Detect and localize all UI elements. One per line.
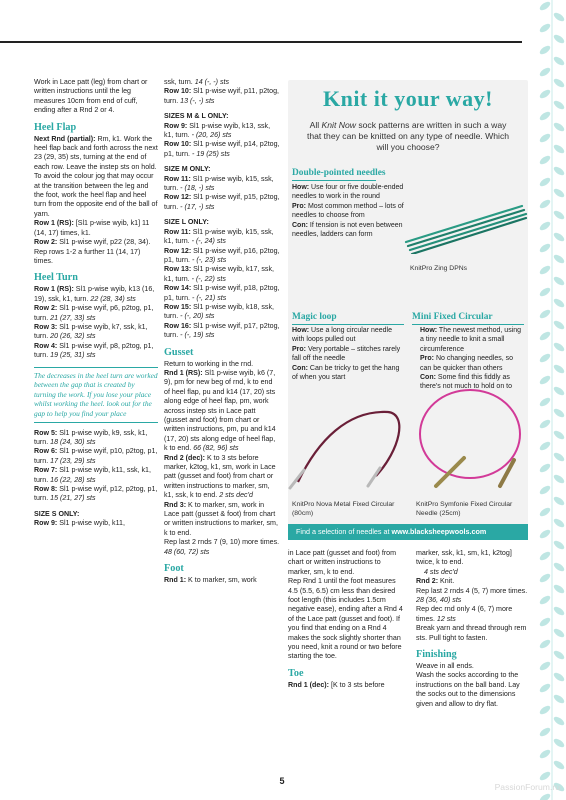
size-l-row-14: Row 14: Sl1 p-wise wyif, p18, p2tog, p1, turn. - (-, 21) sts [164,284,280,302]
leaf-shape [552,759,565,771]
leaf-shape [538,660,551,672]
leaf-shape [552,561,565,573]
leaf-shape [552,55,565,67]
finishing-1: Weave in all ends. [416,662,474,671]
leaf-shape [538,198,551,210]
heel-turn-row-7: Row 7: Sl1 p-wise wyib, k11, ssk, k1, turn. 16 (22, 28) sts [34,466,151,484]
watermark: PassionForum.ru [494,782,560,792]
column-3 [288,549,404,690]
toe-dec-count: 4 sts dec'd [424,567,458,576]
leaf-shape [538,528,551,540]
size-m-row-11: Row 11: Sl1 p-wise wyib, k15, ssk, turn. - (18, -) sts [164,174,274,193]
leaf-shape [552,693,565,705]
size-s-heading: SIZE S ONLY: [34,509,80,518]
leaf-shape [552,341,565,353]
heel-turn-row-5: Row 5: Sl1 p-wise wyib, k9, ssk, k1, turn. 18 (24, 30) sts [34,428,148,446]
finishing-heading: Finishing [416,649,457,661]
leaf-shape [552,319,565,331]
leaf-shape [538,286,551,298]
gusset-repeat: Rep last 2 rnds 7 (9, 10) more times. 48 (60, 72) sts [164,538,280,556]
heel-turn-row-3: Row 3: Sl1 p-wise wyib, k7, ssk, k1, turn. 20 (26, 32) sts [34,322,148,341]
mini-fixed-details: How: The newest method, using a tiny needle to knit a small circumference Pro: No changing needles, so can be quicker than others Con: Some find this fiddly as there's not much to hold on to [420,327,522,391]
leaf-shape [538,704,551,716]
leaf-shape [552,495,565,507]
needles-link[interactable]: www.blacksheepwools.com [391,527,487,536]
foot-rnd-1: Rnd 1: K to marker, sm, work [164,576,257,585]
size-l-row-12: Row 12: Sl1 p-wise wyif, p16, p2tog, p1, turn. - (-, 23) sts [164,246,280,264]
heel-turn-row-2: Row 2: Sl1 p-wise wyif, p6, p2tog, p1, turn. 21 (27, 33) sts [34,304,154,322]
leaf-shape [538,88,551,100]
leaf-shape [552,737,565,749]
mini-fixed-needle-photo [412,384,528,490]
leaf-shape [552,451,565,463]
leaf-shape [552,143,565,155]
leaf-shape [538,550,551,562]
box-intro: All Knit Now sock patterns are written in such a way that they can be knitted on any type of needle. Which will you choose? [306,120,510,152]
sizes-ml-row-9: Row 9: Sl1 p-wise wyib, k13, ssk, k1, turn. - (20, 26) sts [164,121,271,140]
foot-continuation: in Lace patt (gusset and foot) from chart or written instructions to marker, sm, k to end. [288,549,397,576]
gusset-intro: Return to working in the rnd. [164,359,254,368]
magic-loop-heading: Magic loop [292,312,337,322]
leaf-shape [538,462,551,474]
heel-turn-row-6: Row 6: Sl1 p-wise wyif, p10, p2tog, p1, turn. 17 (23, 29) sts [34,447,158,465]
toe-repeat-2: Rep dec rnd only 4 (6, 7) more times. 12 sts [416,605,513,623]
leaf-shape [538,330,551,342]
leg-instructions: Work in Lace patt (leg) from chart or written instructions until the leg measures 10cm from end of cuff, ending after a Rnd 2 or 4. [34,78,148,115]
heel-flap-row-2: Row 2: Sl1 p-wise wyif, p22 (28, 34). [34,238,151,247]
dpn-needles-photo [404,198,528,254]
heel-flap-repeat: Rep rows 1-2 a further 11 (14, 17) times. [34,247,141,265]
leaf-shape [552,231,565,243]
leaf-shape [538,682,551,694]
leaf-shape [538,132,551,144]
heel-flap-next-rnd: Next Rnd (partial): Rm, k1. Work the heel flap back and forth across the next 23 (29, 35) sts, turning at the end of each row. Leave the instep sts on hold. [34,134,158,171]
leaf-shape [538,308,551,320]
dpn-details: How: Use four or five double-ended needles to work in the round Pro: Most common method – lots of needles to choose from Con: If tension is not even between needles, ladders can form [292,184,404,239]
toe-rnd-2: Rnd 2: Knit. [416,577,455,586]
leaf-shape [538,418,551,430]
leaf-shape [552,583,565,595]
size-l-row-13: Row 13: Sl1 p-wise wyib, k17, ssk, k1, turn. - (-, 22) sts [164,265,274,283]
leaf-shape [538,66,551,78]
leaf-shape [552,99,565,111]
heel-turn-row-4: Row 4: Sl1 p-wise wyif, p8, p2tog, p1, turn. 19 (25, 31) sts [34,341,154,360]
leaf-shape [552,539,565,551]
needles-banner: Find a selection of needles at www.blacksheepwools.com [288,524,528,540]
size-s-row-10: Row 10: Sl1 p-wise wyif, p11, p2tog, turn. 13 (-, -) sts [164,87,279,105]
heel-turn-row-1: Row 1 (RS): Sl1 p-wise wyib, k13 (16, 19), ssk, k1, turn. 22 (28, 34) sts [34,285,155,303]
leaf-shape [552,649,565,661]
gusset-rnd-1: Rnd 1 (RS): Sl1 p-wise wyib, k6 (7, 9), pm for new beg of rnd, k to end of heel flap, pu and k14 (17, 20) sts along edge of heel flap, pm, work across instep sts in Lace patt (gusset and foot) from chart or written instructions, pm, pu and k14 (17, 20) sts along edge of heel flap, k to end. 66 (82, 96) sts [164,368,276,453]
leaf-shape [538,110,551,122]
leaf-shape [538,484,551,496]
column-4 [416,549,528,709]
gusset-heading: Gusset [164,346,194,358]
leaf-shape [552,165,565,177]
gusset-rnd-2: Rnd 2 (dec): K to 3 sts before marker, k2tog, k1, sm, work in Lace patt (gusset and foot) from chart or written instructions to marker, sm, k1, ssk, k to end. 2 sts dec'd [164,453,276,500]
leaf-shape [552,209,565,221]
heel-turn-heading: Heel Turn [34,272,78,284]
dpn-heading: Double-pointed needles [292,168,386,178]
magic-loop-details: How: Use a long circular needle with loops pulled out Pro: Very portable – stitches rarely fall off the needle Con: Can be tricky to get the hang of when you start [292,327,401,382]
leaf-shape [552,517,565,529]
leaf-shape [538,506,551,518]
toe-continuation: marker, ssk, k1, sm, k1, k2tog] twice, k to end. [416,549,512,567]
leaf-shape [552,671,565,683]
gusset-rnd-3: Rnd 3: K to marker, sm, work in Lace patt (gusset & foot) from chart or written instructions to marker, sm, k to end. [164,500,278,537]
leaf-shape [552,297,565,309]
leaf-shape [552,121,565,133]
leaf-shape [552,407,565,419]
toe-heading: Toe [288,667,304,679]
foot-heading: Foot [164,563,184,575]
page-number: 5 [279,776,285,786]
column-2 [164,78,280,586]
leaf-border-decoration [534,0,566,800]
leaf-shape [538,154,551,166]
dpn-heading-rule [292,180,376,181]
mini-fixed-caption: KnitPro Symfonie Fixed Circular Needle (25cm) [416,501,513,517]
leaf-shape [552,33,565,45]
column-1 [34,78,158,529]
leaf-shape [552,605,565,617]
heel-flap-note: To avoid the colour jog that may occur at the transition between the leg and the foot, work the heel flap and heel turn from the opposite end of the ball of yarn. [34,172,158,218]
leaf-shape [552,187,565,199]
leaf-shape [538,220,551,232]
top-rule [0,41,522,43]
leaf-shape [552,627,565,639]
leaf-shape [538,176,551,188]
heel-flap-row-1: Row 1 (RS): [Sl1 p-wise wyib, k1] 11 (14, 17) times, k1. [34,219,150,237]
leaf-shape [552,363,565,375]
toe-graft: Break yarn and thread through rem sts. Pull tight to fasten. [416,624,527,642]
leaf-shape [538,770,551,782]
leaf-shape [552,473,565,485]
leaf-shape [538,242,551,254]
leaf-shape [538,0,551,12]
leaf-shape [538,594,551,606]
size-s-row-9-cont: ssk, turn. 14 (-, -) sts [164,78,230,86]
leaf-shape [538,572,551,584]
mini-fixed-circular-heading: Mini Fixed Circular [412,312,493,322]
leaf-shape [538,638,551,650]
heel-turn-tip-callout: The decreases in the heel turn are worked between the gap that is created by turning the work. If you lose your place whilst working the heel. look out for the gap to help you find your place [34,367,158,423]
leaf-shape [538,792,551,800]
leaf-shape [538,264,551,276]
magic-loop-needle-photo [288,390,406,490]
size-l-row-11: Row 11: Sl1 p-wise wyib, k15, ssk, k1, turn. - (-, 24) sts [164,227,274,246]
foot-repeat: Rep Rnd 1 until the foot measures 4.5 (5.5, 6.5) cm less than desired foot length (this includes 1.5cm negative ease), ending after a Rnd 4 of the Lace patt (gusset and foot). If you find that ending on a Rnd 4 makes the sock slightly shorter than you need, knit a round or two before starting the toe. [288,577,403,661]
size-s-row-9: Row 9: Sl1 p-wise wyib, k11, [34,519,125,528]
leaf-shape [538,616,551,628]
leaf-shape [552,429,565,441]
size-m-heading: SIZE M ONLY: [164,165,211,174]
magic-loop-caption: KnitPro Nova Metal Fixed Circular (80cm) [292,501,395,517]
size-m-row-12: Row 12: Sl1 p-wise wyif, p15, p2tog, turn. - (17, -) sts [164,193,280,211]
mini-fixed-heading-rule [412,324,524,325]
leaf-shape [538,22,551,34]
heel-flap-heading: Heel Flap [34,121,77,133]
finishing-2: Wash the socks according to the instructions on the ball band. Lay the socks out to the dimensions given and allow to dry flat. [416,671,520,708]
sizes-m-l-heading: SIZES M & L ONLY: [164,112,229,121]
toe-rnd-1: Rnd 1 (dec): [K to 3 sts before [288,680,385,689]
size-l-row-15: Row 15: Sl1 p-wise wyib, k18, ssk, turn. - (-, 20) sts [164,302,274,321]
leaf-shape [538,374,551,386]
leaf-shape [552,275,565,287]
leaf-shape [538,726,551,738]
leaf-shape [552,385,565,397]
leaf-shape [552,77,565,89]
knit-it-your-way-box [288,80,528,540]
leaf-shape [538,352,551,364]
size-l-heading: SIZE L ONLY: [164,218,209,227]
leaf-shape [538,748,551,760]
magic-loop-heading-rule [292,324,404,325]
leaf-shape [538,396,551,408]
leaf-shape [552,11,565,23]
size-l-row-16: Row 16: Sl1 p-wise wyif, p17, p2tog, turn. - (-, 19) sts [164,321,280,340]
leaf-shape [538,44,551,56]
leaf-shape [552,715,565,727]
heel-turn-row-8: Row 8: Sl1 p-wise wyif, p12, p2tog, p1, turn. 15 (21, 27) sts [34,484,158,503]
dpn-caption: KnitPro Zing DPNs [410,265,468,272]
leaf-shape [552,253,565,265]
toe-repeat-1: Rep last 2 rnds 4 (5, 7) more times. 28 (36, 40) sts [416,586,528,605]
sizes-ml-row-10: Row 10: Sl1 p-wise wyif, p14, p2tog, p1, turn. - 19 (25) sts [164,140,280,158]
leaf-shape [538,440,551,452]
box-title: Knit it your way! [322,86,494,111]
